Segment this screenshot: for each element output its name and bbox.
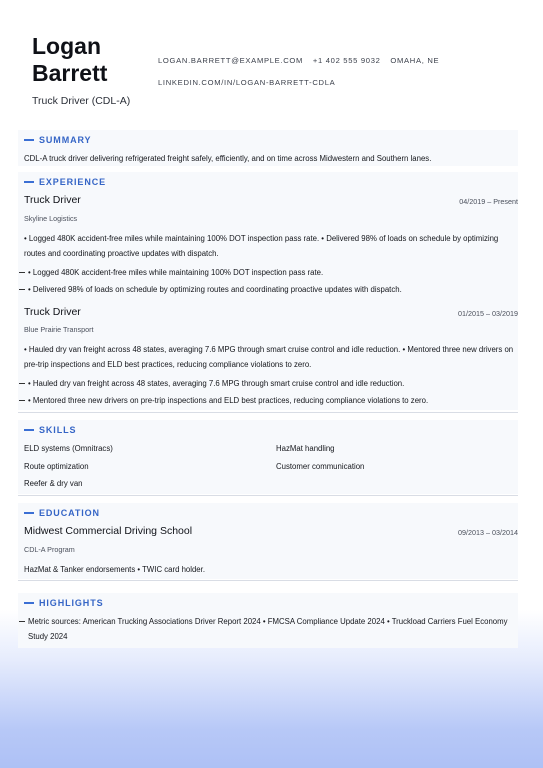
section-dash-icon <box>24 139 34 141</box>
skills-heading <box>24 423 76 437</box>
job-dates: 01/2015 – 03/2019 <box>458 309 518 318</box>
section-title: HIGHLIGHTS <box>39 598 104 608</box>
job-bullet: • Mentored three new drivers on pre-trip inspections and ELD best practices, reducing compliance violations to zero. <box>19 396 428 405</box>
job-title: Truck Driver <box>24 306 81 318</box>
experience-section <box>18 172 518 410</box>
summary-section <box>18 130 518 166</box>
candidate-role: Truck Driver (CDL-A) <box>32 95 131 107</box>
job-company: Skyline Logistics <box>24 214 78 223</box>
skill-item: Customer communication <box>276 462 365 471</box>
section-title: EDUCATION <box>39 508 100 518</box>
skill-item: Reefer & dry van <box>24 479 83 488</box>
skill-item: Route optimization <box>24 462 89 471</box>
education-details: HazMat & Tanker endorsements • TWIC card holder. <box>24 565 205 574</box>
job-bullet: • Logged 480K accident-free miles while maintaining 100% DOT inspection pass rate. <box>19 268 323 277</box>
location-text: OMAHA, NE <box>390 56 440 65</box>
highlights-heading <box>24 596 104 610</box>
job-dates: 04/2019 – Present <box>459 197 518 206</box>
section-title: SKILLS <box>39 425 77 435</box>
summary-heading <box>24 133 91 147</box>
section-title: SUMMARY <box>39 135 92 145</box>
highlights-section <box>18 593 518 648</box>
bullet-dash-icon <box>19 383 25 384</box>
education-section <box>18 503 518 579</box>
education-dates: 09/2013 – 03/2014 <box>458 528 518 537</box>
first-name: Logan <box>32 33 101 59</box>
contact-line-1 <box>158 56 446 65</box>
linkedin-link[interactable]: LINKEDIN.COM/IN/LOGAN-BARRETT-CDLA <box>158 78 336 87</box>
section-dash-icon <box>24 429 34 431</box>
program-name: CDL-A Program <box>24 545 75 554</box>
section-divider <box>18 580 518 581</box>
highlights-text: Metric sources: American Trucking Associations Driver Report 2024 • FMCSA Compliance Update 2024 • Truckload Carriers Fuel Economy Study 2024 <box>28 617 508 641</box>
school-name: Midwest Commercial Driving School <box>24 525 193 537</box>
section-dash-icon <box>24 602 34 604</box>
section-dash-icon <box>24 181 34 183</box>
bullet-dash-icon <box>19 400 25 401</box>
job-bullet: • Hauled dry van freight across 48 states, averaging 7.6 MPG through smart cruise control and idle reduction. <box>19 379 404 388</box>
experience-heading <box>24 175 106 189</box>
job-summary: • Logged 480K accident-free miles while maintaining 100% DOT inspection pass rate. • Delivered 98% of loads on schedule by optimizing routes and coordinating proactive updates with dispatch. <box>24 234 499 258</box>
section-divider <box>18 412 518 413</box>
skill-item: HazMat handling <box>276 444 335 453</box>
phone-text: +1 402 555 9032 <box>312 56 381 65</box>
education-heading <box>24 506 100 520</box>
skills-section <box>18 420 518 494</box>
bullet-dash-icon <box>19 621 25 622</box>
candidate-name <box>32 33 107 87</box>
last-name: Barrett <box>32 60 108 86</box>
section-divider <box>18 495 518 496</box>
email-link[interactable]: LOGAN.BARRETT@EXAMPLE.COM <box>158 56 304 65</box>
summary-text: CDL-A truck driver delivering refrigerated freight safely, efficiently, and on time across Midwestern and Southern lanes. <box>24 154 432 163</box>
bullet-dash-icon <box>19 272 25 273</box>
job-summary: • Hauled dry van freight across 48 states, averaging 7.6 MPG through smart cruise control and idle reduction. • Mentored three new drivers on pre-trip inspections and ELD best practices, reducing compliance violations to zero. <box>24 345 514 369</box>
section-dash-icon <box>24 512 34 514</box>
job-title: Truck Driver <box>24 194 81 206</box>
job-company: Blue Prairie Transport <box>24 325 94 334</box>
section-title: EXPERIENCE <box>39 177 107 187</box>
contact-line-2 <box>158 78 342 87</box>
bullet-dash-icon <box>19 289 25 290</box>
skill-item: ELD systems (Omnitracs) <box>24 444 113 453</box>
job-bullet: • Delivered 98% of loads on schedule by optimizing routes and coordinating proactive updates with dispatch. <box>19 285 402 294</box>
